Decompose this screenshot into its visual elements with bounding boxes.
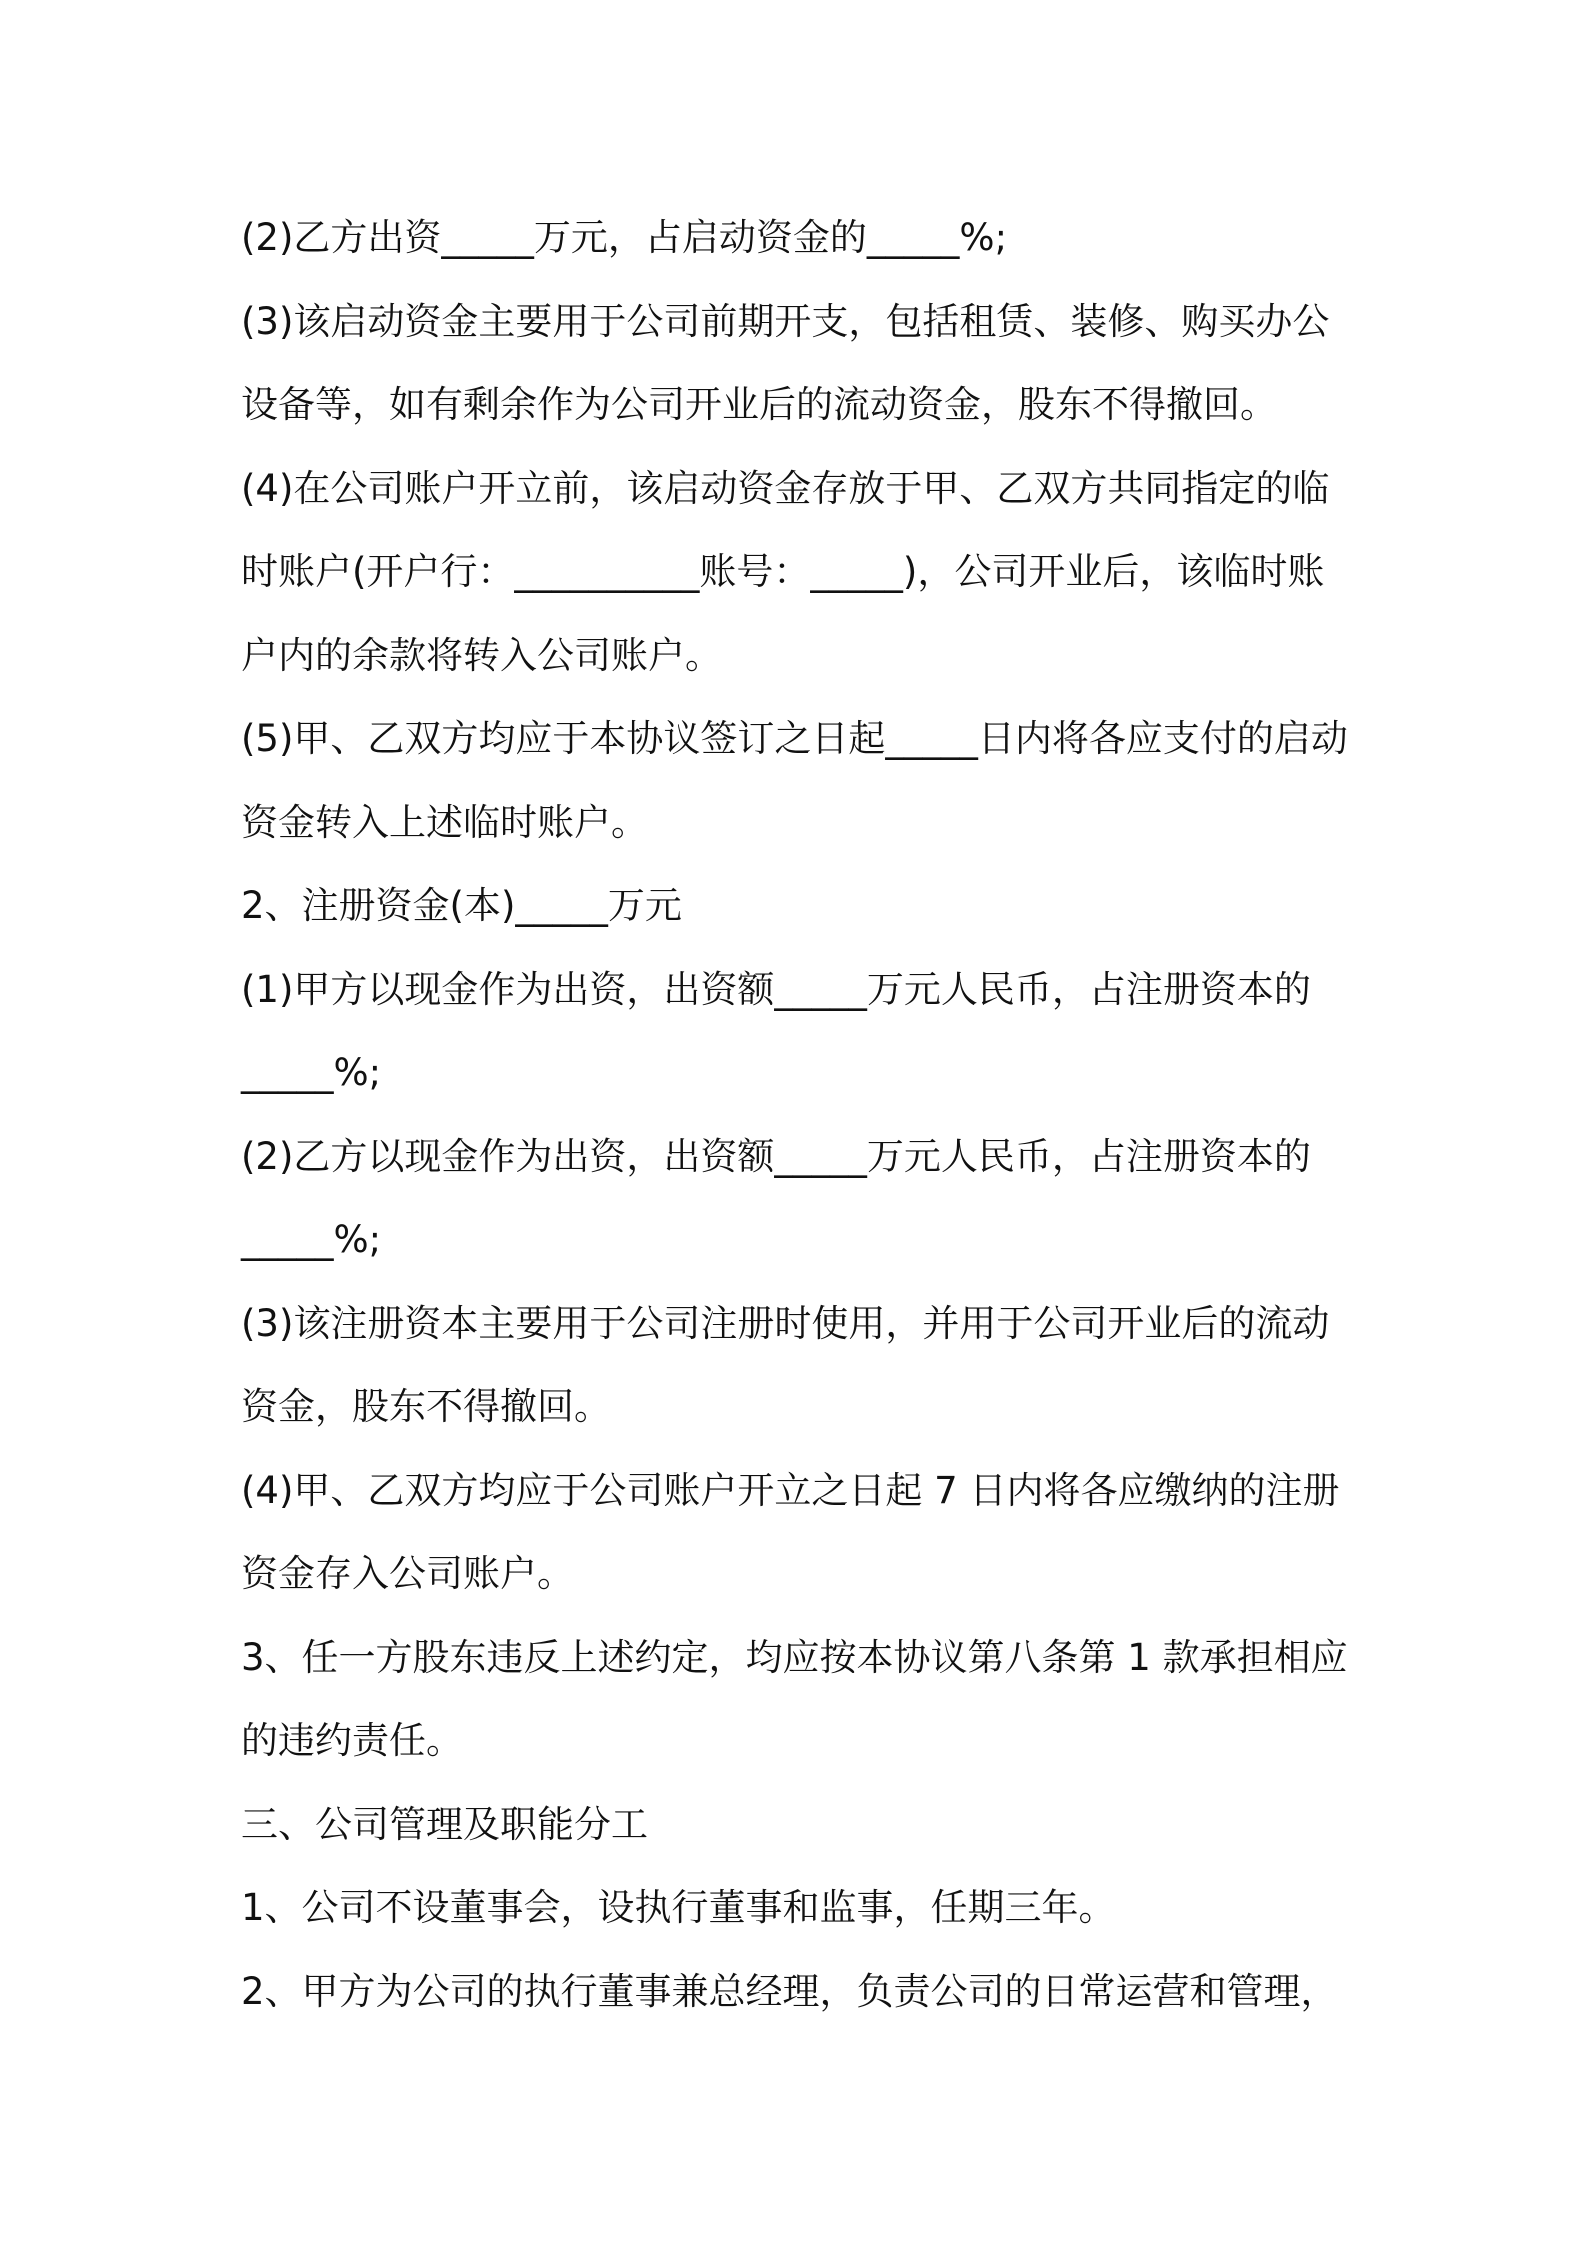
text-line: 资金存入公司账户。 xyxy=(241,1552,574,1595)
text-line: 1、公司不设董事会，设执行董事和监事，任期三年。 xyxy=(241,1886,1116,1929)
section-heading: 三、公司管理及职能分工 xyxy=(241,1802,648,1846)
text-line: (2)乙方出资_____万元，占启动资金的_____%; xyxy=(241,216,1008,259)
text-line: 资金，股东不得撤回。 xyxy=(241,1385,611,1428)
text-line: 户内的余款将转入公司账户。 xyxy=(241,633,722,677)
text-line: 资金转入上述临时账户。 xyxy=(241,800,648,844)
text-line: (4)在公司账户开立前，该启动资金存放于甲、乙双方共同指定的临 xyxy=(241,466,1330,510)
text-line: (1)甲方以现金作为出资，出资额_____万元人民币，占注册资本的 xyxy=(241,967,1311,1011)
text-line: (4)甲、乙双方均应于公司账户开立之日起 7 日内将各应缴纳的注册 xyxy=(241,1468,1340,1512)
text-line: (3)该启动资金主要用于公司前期开支，包括租赁、装修、购买办公 xyxy=(241,299,1330,343)
section-heading: 2、注册资金(本)_____万元 xyxy=(241,884,682,927)
text-line: _____%; xyxy=(241,1051,382,1094)
text-line: 设备等，如有剩余作为公司开业后的流动资金，股东不得撤回。 xyxy=(241,383,1277,426)
text-line: 3、任一方股东违反上述约定，均应按本协议第八条第 1 款承担相应 xyxy=(241,1635,1348,1679)
document-body xyxy=(241,196,1361,2033)
text-line: (2)乙方以现金作为出资，出资额_____万元人民币，占注册资本的 xyxy=(241,1134,1311,1178)
text-line: 的违约责任。 xyxy=(241,1719,463,1762)
text-line: _____%; xyxy=(241,1218,382,1261)
text-line: (3)该注册资本主要用于公司注册时使用，并用于公司开业后的流动 xyxy=(241,1301,1330,1345)
text-line: 2、甲方为公司的执行董事兼总经理，负责公司的日常运营和管理， xyxy=(241,1969,1338,2013)
text-line: (5)甲、乙双方均应于本协议签订之日起_____日内将各应支付的启动 xyxy=(241,717,1348,760)
text-line: 时账户(开户行：__________账号：_____)，公司开业后，该临时账 xyxy=(241,550,1325,593)
